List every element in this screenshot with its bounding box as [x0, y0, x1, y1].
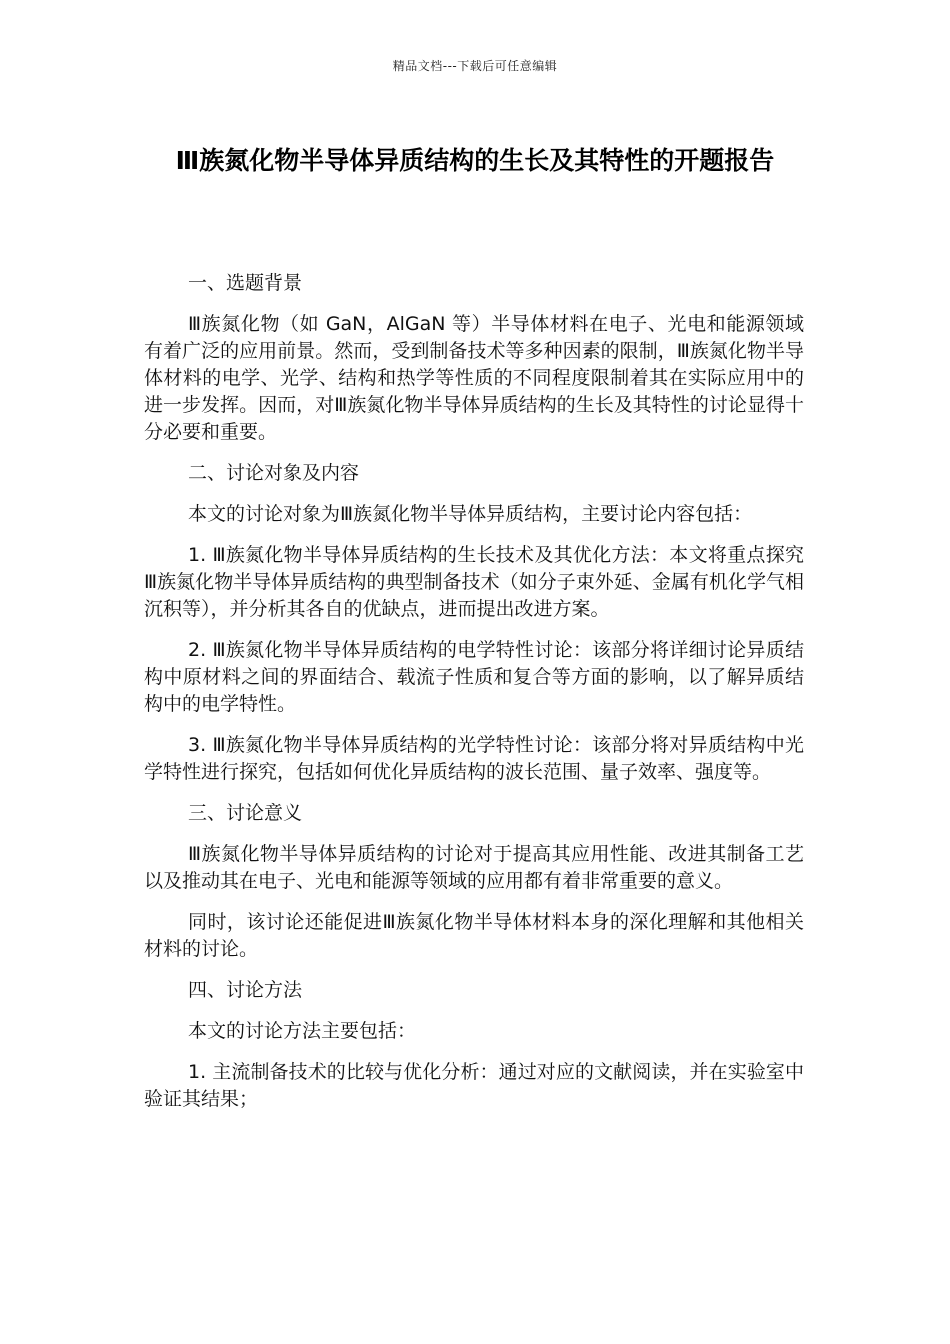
section-heading-methods: 四、讨论方法	[188, 979, 303, 1001]
paragraph-methods-intro: 本文的讨论方法主要包括：	[188, 1020, 417, 1042]
section-heading-background: 一、选题背景	[188, 272, 303, 294]
section-heading-objects: 二、讨论对象及内容	[188, 462, 360, 484]
paragraph-objects-intro: 本文的讨论对象为Ⅲ族氮化物半导体异质结构，主要讨论内容包括：	[188, 503, 753, 525]
list-item-method-1: 1. 主流制备技术的比较与优化分析：通过对应的文献阅读，并在实验室中验证其结果；	[144, 1061, 804, 1110]
paragraph-background: Ⅲ族氮化物（如 GaN，AlGaN 等）半导体材料在电子、光电和能源领域有着广泛的应用前景。然而，受到制备技术等多种因素的限制，Ⅲ族氮化物半导体材料的电学、光学、结构和热学等性质的不同程度限制着其在实际应用中的进一步发挥。因而，对Ⅲ族氮化物半导体异质结构的生长及其特性的讨论显得十分必要和重要。	[144, 313, 804, 443]
header-note: 精品文档---下载后可任意编辑	[392, 59, 558, 73]
section-heading-significance: 三、讨论意义	[188, 802, 303, 824]
list-item-electrical: 2. Ⅲ族氮化物半导体异质结构的电学特性讨论：该部分将详细讨论异质结构中原材料之间的界面结合、载流子性质和复合等方面的影响，以了解异质结构中的电学特性。	[144, 639, 804, 715]
list-item-growth: 1. Ⅲ族氮化物半导体异质结构的生长技术及其优化方法：本文将重点探究Ⅲ族氮化物半导体异质结构的典型制备技术（如分子束外延、金属有机化学气相沉积等），并分析其各自的优缺点，进而提出改进方案。	[144, 544, 804, 620]
document-body	[144, 270, 804, 1127]
paragraph-significance-2: 同时，该讨论还能促进Ⅲ族氮化物半导体材料本身的深化理解和其他相关材料的讨论。	[144, 911, 804, 960]
paragraph-significance-1: Ⅲ族氮化物半导体异质结构的讨论对于提高其应用性能、改进其制备工艺以及推动其在电子、光电和能源等领域的应用都有着非常重要的意义。	[144, 843, 804, 892]
document-title: Ⅲ族氮化物半导体异质结构的生长及其特性的开题报告	[175, 146, 775, 175]
list-item-optical: 3. Ⅲ族氮化物半导体异质结构的光学特性讨论：该部分将对异质结构中光学特性进行探究，包括如何优化异质结构的波长范围、量子效率、强度等。	[144, 734, 804, 783]
